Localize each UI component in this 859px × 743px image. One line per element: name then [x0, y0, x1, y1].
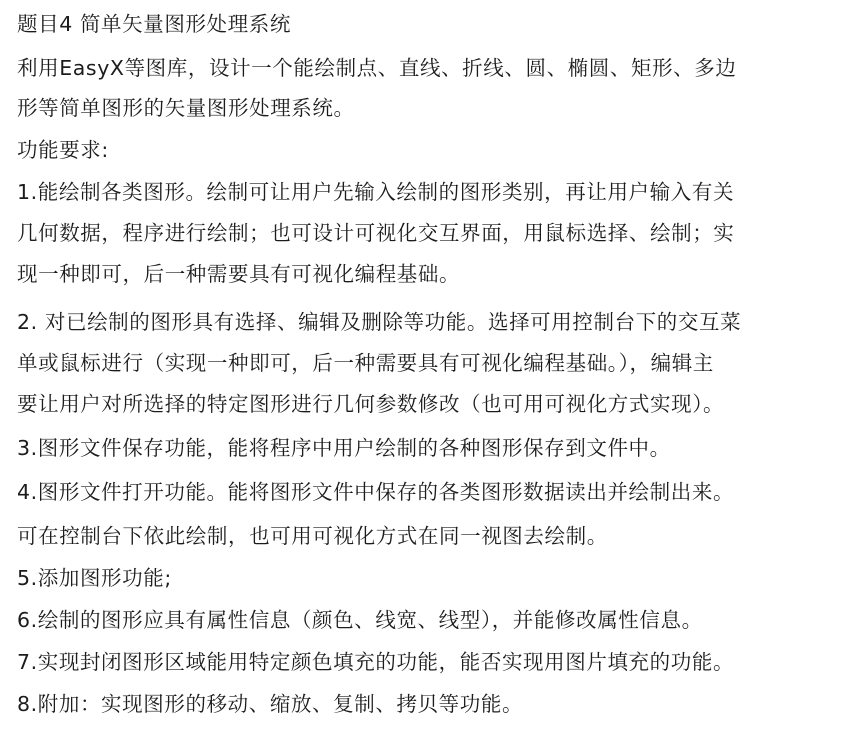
intro-line-1: 利用EasyX等图库，设计一个能绘制点、直线、折线、圆、椭圆、矩形、多边	[17, 56, 737, 80]
requirement-line: 可在控制台下依此绘制，也可用可视化方式在同一视图去绘制。	[17, 524, 608, 548]
requirement-line: 现一种即可，后一种需要具有可视化编程基础。	[17, 262, 461, 286]
requirement-line: 7.实现封闭图形区域能用特定颜色填充的功能，能否实现用图片填充的功能。	[17, 650, 735, 674]
intro-line-2: 形等简单图形的矢量图形处理系统。	[17, 96, 355, 120]
requirement-line: 单或鼠标进行（实现一种即可，后一种需要具有可视化编程基础。），编辑主	[17, 351, 714, 375]
document-title: 题目4 简单矢量图形处理系统	[17, 12, 291, 36]
requirement-line: 1.能绘制各类图形。绘制可让用户先输入绘制的图形类别，再让用户输入有关	[17, 180, 735, 204]
requirements-heading: 功能要求:	[17, 138, 109, 162]
requirement-line: 5.添加图形功能;	[17, 566, 172, 590]
requirement-line: 6.绘制的图形应具有属性信息（颜色、线宽、线型），并能修改属性信息。	[17, 608, 703, 632]
requirement-line: 3.图形文件保存功能，能将程序中用户绘制的各种图形保存到文件中。	[17, 436, 671, 460]
requirement-line: 4.图形文件打开功能。能将图形文件中保存的各类图形数据读出并绘制出来。	[17, 480, 735, 504]
requirement-line: 要让用户对所选择的特定图形进行几何参数修改（也可用可视化方式实现）。	[17, 392, 725, 416]
requirement-line: 几何数据，程序进行绘制；也可设计可视化交互界面，用鼠标选择、绘制；实	[17, 221, 735, 245]
requirement-line: 8.附加：实现图形的移动、缩放、复制、拷贝等功能。	[17, 692, 524, 716]
requirement-line: 2. 对已绘制的图形具有选择、编辑及删除等功能。选择可用控制台下的交互菜	[17, 310, 742, 334]
